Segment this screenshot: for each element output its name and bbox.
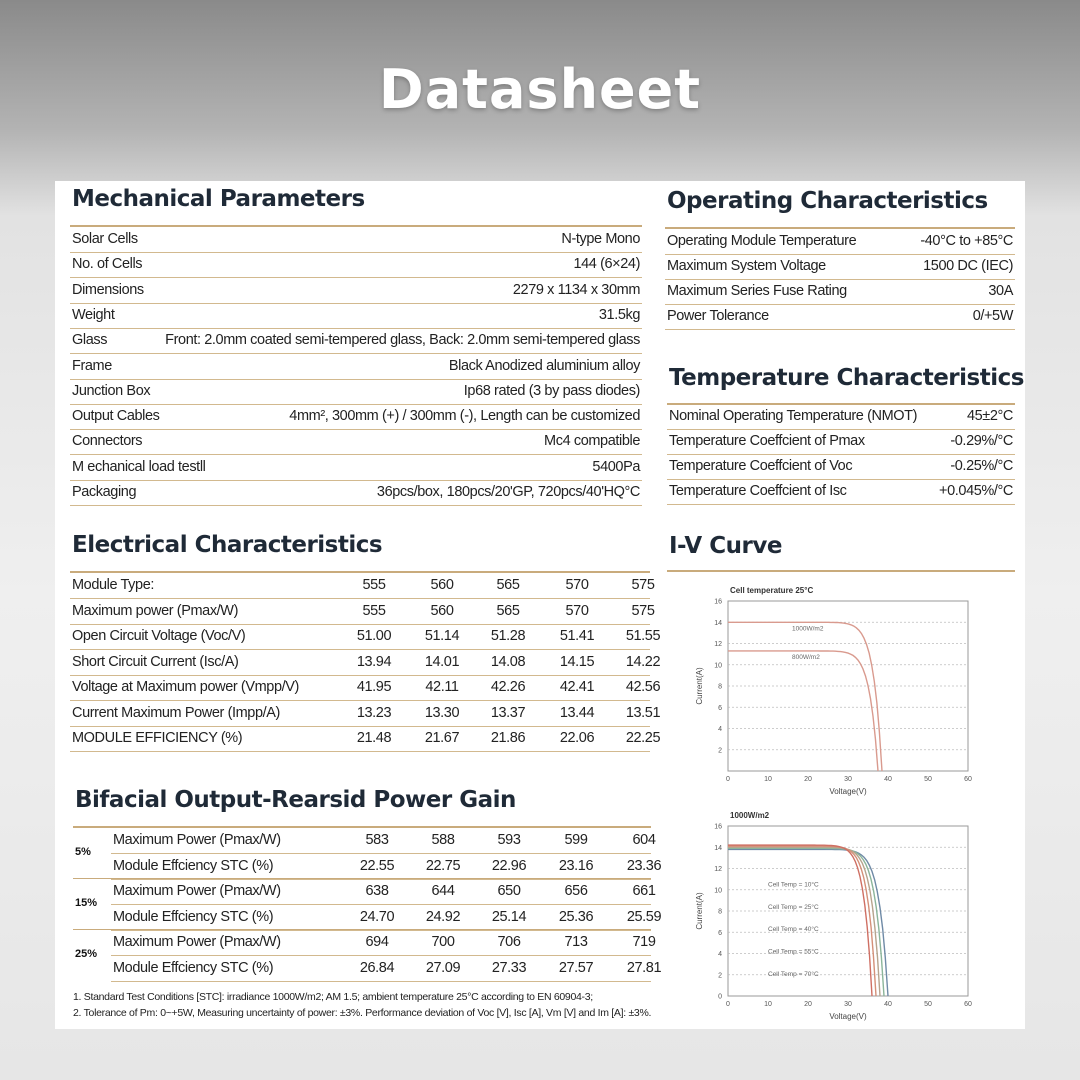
y-axis-label: Current(A): [695, 667, 704, 705]
gain-label: 25%: [75, 948, 98, 960]
y-tick-label: 14: [714, 844, 722, 852]
mechanical-row: [70, 455, 642, 481]
row-label: Operating Module Temperature: [667, 233, 857, 249]
temperature-row: [667, 479, 1015, 505]
y-tick-label: 10: [714, 887, 722, 895]
row-label: Maximum Power (Pmax/W): [113, 934, 281, 950]
row-value: 0/+5W: [972, 308, 1013, 324]
x-tick-label: 0: [726, 776, 730, 783]
operating-row: [665, 304, 1015, 330]
cell-value: 13.44: [559, 704, 595, 721]
cell-value: 565: [496, 577, 520, 593]
operating-row: [665, 254, 1015, 280]
cell-value: 719: [632, 934, 656, 950]
row-label: Output Cables: [72, 408, 160, 425]
cell-value: 644: [431, 883, 455, 899]
cell-value: 575: [631, 602, 655, 619]
cell-value: 24.70: [359, 908, 395, 925]
cell-value: 593: [497, 832, 521, 848]
x-tick-label: 10: [764, 1001, 772, 1008]
row-value: 5400Pa: [592, 458, 640, 475]
bifacial-row: [111, 828, 656, 854]
cell-value: 656: [564, 883, 588, 899]
page-title: Datasheet: [378, 58, 702, 121]
cell-value: 22.96: [491, 857, 527, 874]
cell-value: 24.92: [425, 908, 461, 925]
row-label: Junction Box: [72, 382, 151, 399]
cell-value: 13.23: [356, 704, 392, 721]
x-tick-label: 0: [726, 1001, 730, 1008]
row-label: Short Circuit Current (Isc/A): [72, 653, 239, 670]
mechanical-row: [70, 429, 642, 455]
cell-value: 51.14: [424, 628, 460, 644]
bifacial-row: [111, 956, 662, 982]
gain-label: 5%: [75, 846, 91, 858]
cell-value: 575: [631, 577, 655, 593]
row-label: Temperature Coeffcient of Isc: [669, 483, 847, 499]
y-tick-label: 4: [718, 726, 722, 733]
row-label: Temperature Coeffcient of Voc: [669, 458, 853, 474]
temperature-row: [667, 404, 1015, 430]
footnote-1: 1. Standard Test Conditions [STC]: irradiance 1000W/m2; AM 1.5; ambient temperature 25°C according to EN 60904-3;: [73, 991, 593, 1003]
y-tick-label: 8: [718, 908, 722, 916]
row-value: -0.25%/°C: [950, 458, 1013, 474]
cell-value: 638: [365, 883, 389, 899]
row-label: No. of Cells: [72, 256, 143, 273]
cell-value: 27.81: [626, 959, 662, 976]
x-tick-label: 60: [964, 1001, 972, 1008]
electrical-row: [70, 675, 661, 701]
bifacial-row: [111, 930, 656, 956]
row-value: 31.5kg: [598, 306, 640, 323]
x-tick-label: 30: [844, 776, 852, 783]
cell-value: 51.28: [490, 628, 526, 644]
cell-value: 694: [365, 934, 389, 950]
mechanical-row: [70, 303, 642, 329]
mechanical-row: [70, 328, 642, 354]
row-value: Mc4 compatible: [544, 433, 640, 450]
cell-value: 599: [564, 832, 588, 848]
row-label: Maximum System Voltage: [667, 258, 826, 274]
chart-title: Cell temperature 25°C: [730, 586, 814, 595]
row-label: Connectors: [72, 433, 143, 450]
cell-value: 713: [564, 934, 588, 950]
cell-value: 23.16: [558, 857, 594, 874]
cell-value: 25.14: [491, 908, 527, 925]
cell-value: 21.67: [424, 730, 460, 746]
cell-value: 706: [497, 934, 521, 950]
bifacial-row: [111, 905, 662, 931]
row-label: Maximum Power (Pmax/W): [113, 832, 281, 848]
cell-value: 22.75: [425, 857, 461, 874]
y-tick-label: 16: [714, 823, 722, 831]
series-label: 1000W/m2: [792, 625, 824, 633]
temperature-row: [667, 454, 1015, 480]
cell-value: 700: [431, 934, 455, 950]
row-label: Module Effciency STC (%): [113, 908, 274, 925]
row-value: Black Anodized aluminium alloy: [448, 357, 640, 374]
row-label: Module Effciency STC (%): [113, 959, 274, 976]
cell-value: 661: [632, 883, 656, 899]
cell-value: 42.11: [425, 679, 459, 695]
bifacial-row: [111, 854, 662, 880]
y-tick-label: 12: [714, 866, 722, 873]
y-tick-label: 0: [718, 993, 722, 1001]
row-label: Maximum Power (Pmax/W): [113, 883, 281, 899]
series-label: 800W/m2: [792, 653, 820, 661]
y-tick-label: 12: [714, 641, 722, 648]
row-value: 144 (6×24): [573, 256, 640, 273]
cell-value: 14.15: [559, 653, 595, 670]
iv-curve-divider: [667, 570, 1015, 572]
y-tick-label: 2: [718, 972, 722, 980]
x-tick-label: 60: [964, 776, 972, 783]
mechanical-row: [70, 227, 642, 253]
mechanical-title: Mechanical Parameters: [72, 186, 365, 212]
row-label: MODULE EFFICIENCY (%): [72, 730, 243, 746]
row-label: Open Circuit Voltage (Voc/V): [72, 628, 246, 644]
cell-value: 21.48: [356, 730, 392, 746]
row-label: Dimensions: [72, 281, 144, 298]
row-label: Current Maximum Power (Impp/A): [72, 704, 280, 721]
cell-value: 555: [362, 577, 386, 593]
y-tick-label: 8: [718, 683, 722, 691]
cell-value: 22.06: [559, 730, 595, 746]
temperature-title: Temperature Characteristics: [669, 365, 1024, 391]
cell-value: 22.55: [359, 857, 395, 874]
row-label: Module Type:: [72, 577, 154, 593]
row-label: M echanical load testll: [72, 458, 206, 475]
row-value: Ip68 rated (3 by pass diodes): [463, 382, 640, 399]
mechanical-row: [70, 480, 642, 506]
bifacial-title: Bifacial Output-Rearsid Power Gain: [75, 787, 516, 813]
cell-value: 604: [632, 832, 656, 848]
mechanical-row: [70, 278, 642, 304]
gain-label: 15%: [75, 897, 98, 909]
y-tick-label: 2: [718, 747, 722, 755]
iv-chart-irradiance: [685, 581, 985, 801]
x-axis-label: Voltage(V): [829, 1012, 867, 1021]
electrical-row: [70, 726, 661, 752]
row-label: Solar Cells: [72, 231, 138, 247]
electrical-row: [70, 650, 661, 676]
iv-chart-temperature: [685, 808, 985, 1026]
row-label: Frame: [72, 357, 112, 374]
mechanical-row: [70, 354, 642, 380]
series-label: Cell Temp = 55°C: [768, 948, 819, 956]
row-label: Power Tolerance: [667, 308, 769, 324]
cell-value: 42.26: [490, 679, 526, 695]
row-label: Temperature Coeffcient of Pmax: [669, 433, 865, 449]
row-label: Glass: [72, 332, 108, 349]
electrical-row: [70, 701, 661, 727]
cell-value: 560: [430, 577, 454, 593]
x-tick-label: 20: [804, 1001, 812, 1008]
cell-value: 583: [365, 832, 389, 848]
operating-row: [665, 279, 1015, 305]
cell-value: 21.86: [490, 730, 526, 746]
row-value: -0.29%/°C: [950, 433, 1013, 449]
row-label: Packaging: [72, 484, 137, 500]
electrical-row: [70, 599, 655, 625]
row-value: 2279 x 1134 x 30mm: [512, 281, 640, 298]
y-tick-label: 4: [718, 951, 722, 958]
cell-value: 22.25: [625, 730, 661, 746]
cell-value: 565: [496, 602, 520, 619]
row-value: +0.045%/°C: [939, 483, 1013, 499]
cell-value: 27.09: [425, 959, 461, 976]
row-label: Nominal Operating Temperature (NMOT): [669, 408, 918, 424]
cell-value: 14.01: [424, 653, 460, 670]
row-value: 45±2°C: [966, 408, 1013, 424]
mechanical-row: [70, 252, 642, 278]
cell-value: 14.22: [625, 653, 661, 670]
electrical-row: [70, 624, 661, 650]
cell-value: 650: [497, 883, 521, 899]
cell-value: 26.84: [359, 959, 395, 976]
electrical-title: Electrical Characteristics: [72, 532, 383, 558]
x-tick-label: 50: [924, 1001, 932, 1008]
cell-value: 42.41: [559, 679, 595, 695]
row-label: Weight: [72, 306, 115, 323]
cell-value: 25.59: [626, 908, 662, 925]
row-value: N-type Mono: [561, 231, 640, 247]
electrical-row: [70, 573, 655, 599]
x-tick-label: 50: [924, 776, 932, 783]
cell-value: 42.56: [625, 679, 661, 695]
x-tick-label: 40: [884, 776, 892, 783]
cell-value: 570: [565, 602, 589, 619]
y-tick-label: 6: [718, 704, 722, 712]
y-tick-label: 14: [714, 619, 722, 627]
cell-value: 13.94: [356, 653, 392, 670]
row-label: Maximum Series Fuse Rating: [667, 283, 847, 299]
row-value: 1500 DC (IEC): [923, 258, 1013, 274]
row-label: Module Effciency STC (%): [113, 857, 274, 874]
row-value: -40°C to +85°C: [920, 233, 1013, 249]
x-tick-label: 20: [804, 776, 812, 783]
cell-value: 23.36: [626, 857, 662, 874]
series-label: Cell Temp = 25°C: [768, 903, 819, 911]
row-value: Front: 2.0mm coated semi-tempered glass, Back: 2.0mm semi-tempered glass: [165, 332, 640, 349]
footnote-2: 2. Tolerance of Pm: 0~+5W, Measuring uncertainty of power: ±3%. Performance deviation of Voc [V], Isc [A], Vm [V] and Im [A]: ±3%.: [73, 1007, 652, 1019]
datasheet-panel: [55, 181, 1025, 1029]
y-tick-label: 10: [714, 662, 722, 670]
cell-value: 25.36: [558, 908, 594, 925]
cell-value: 41.95: [356, 679, 392, 695]
cell-value: 13.51: [625, 704, 661, 721]
row-value: 4mm², 300mm (+) / 300mm (-), Length can be customized: [289, 408, 640, 425]
series-label: Cell Temp = 70°C: [768, 970, 819, 978]
cell-value: 555: [362, 602, 386, 619]
cell-value: 560: [430, 602, 454, 619]
x-tick-label: 10: [764, 776, 772, 783]
cell-value: 27.33: [491, 959, 527, 976]
cell-value: 14.08: [490, 653, 526, 670]
row-value: 30A: [988, 283, 1013, 299]
row-value: 36pcs/box, 180pcs/20'GP, 720pcs/40'HQ°C: [376, 484, 640, 500]
operating-row: [665, 229, 1015, 255]
x-axis-label: Voltage(V): [829, 787, 867, 796]
bifacial-row: [111, 879, 656, 905]
y-tick-label: 16: [714, 598, 722, 606]
operating-title: Operating Characteristics: [667, 188, 988, 214]
y-axis-label: Current(A): [695, 892, 704, 930]
iv-curve-title: I-V Curve: [669, 533, 782, 559]
cell-value: 588: [431, 832, 455, 848]
cell-value: 51.41: [559, 628, 595, 644]
series-label: Cell Temp = 40°C: [768, 926, 819, 934]
mechanical-row: [70, 379, 642, 405]
y-tick-label: 6: [718, 929, 722, 937]
row-label: Maximum power (Pmax/W): [72, 602, 239, 619]
cell-value: 570: [565, 577, 589, 593]
row-label: Voltage at Maximum power (Vmpp/V): [72, 679, 299, 695]
cell-value: 13.37: [490, 704, 526, 721]
cell-value: 27.57: [558, 959, 594, 976]
mechanical-row: [70, 404, 642, 430]
cell-value: 51.55: [625, 628, 661, 644]
temperature-row: [667, 429, 1015, 455]
x-tick-label: 30: [844, 1001, 852, 1008]
series-label: Cell Temp = 10°C: [768, 881, 819, 889]
cell-value: 51.00: [356, 628, 392, 644]
cell-value: 13.30: [424, 704, 460, 721]
chart-title: 1000W/m2: [730, 811, 770, 820]
x-tick-label: 40: [884, 1001, 892, 1008]
